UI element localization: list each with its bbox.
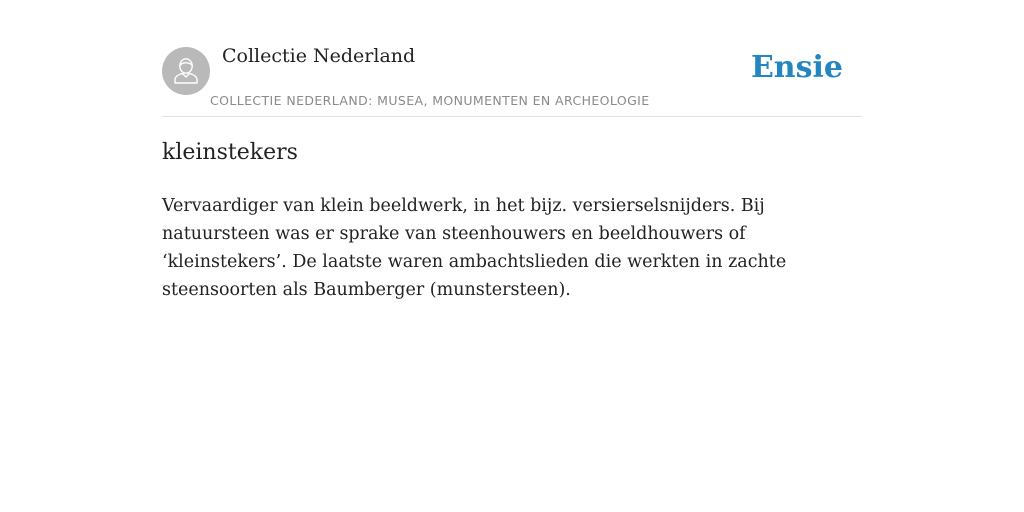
- page-container: [162, 0, 862, 300]
- article-title: kleinstekers: [162, 140, 298, 165]
- ensie-logo[interactable]: Ensie: [750, 50, 843, 85]
- article-header: [162, 0, 862, 117]
- article-body: Vervaardiger van klein beeldwerk, in het bijz. versierselsnijders. Bij natuursteen was er sprake van steenhouwers en beeldhouwers of ‘kleinstekers’. De laatste waren ambachtslieden die werkten in zachte steensoorten als Baumberger (munstersteen).: [162, 196, 787, 300]
- user-silhouette-icon: [162, 47, 210, 95]
- author-subtitle: COLLECTIE NEDERLAND: MUSEA, MONUMENTEN EN ARCHEOLOGIE: [210, 93, 650, 108]
- author-name[interactable]: Collectie Nederland: [222, 45, 416, 67]
- author-avatar[interactable]: [162, 47, 210, 95]
